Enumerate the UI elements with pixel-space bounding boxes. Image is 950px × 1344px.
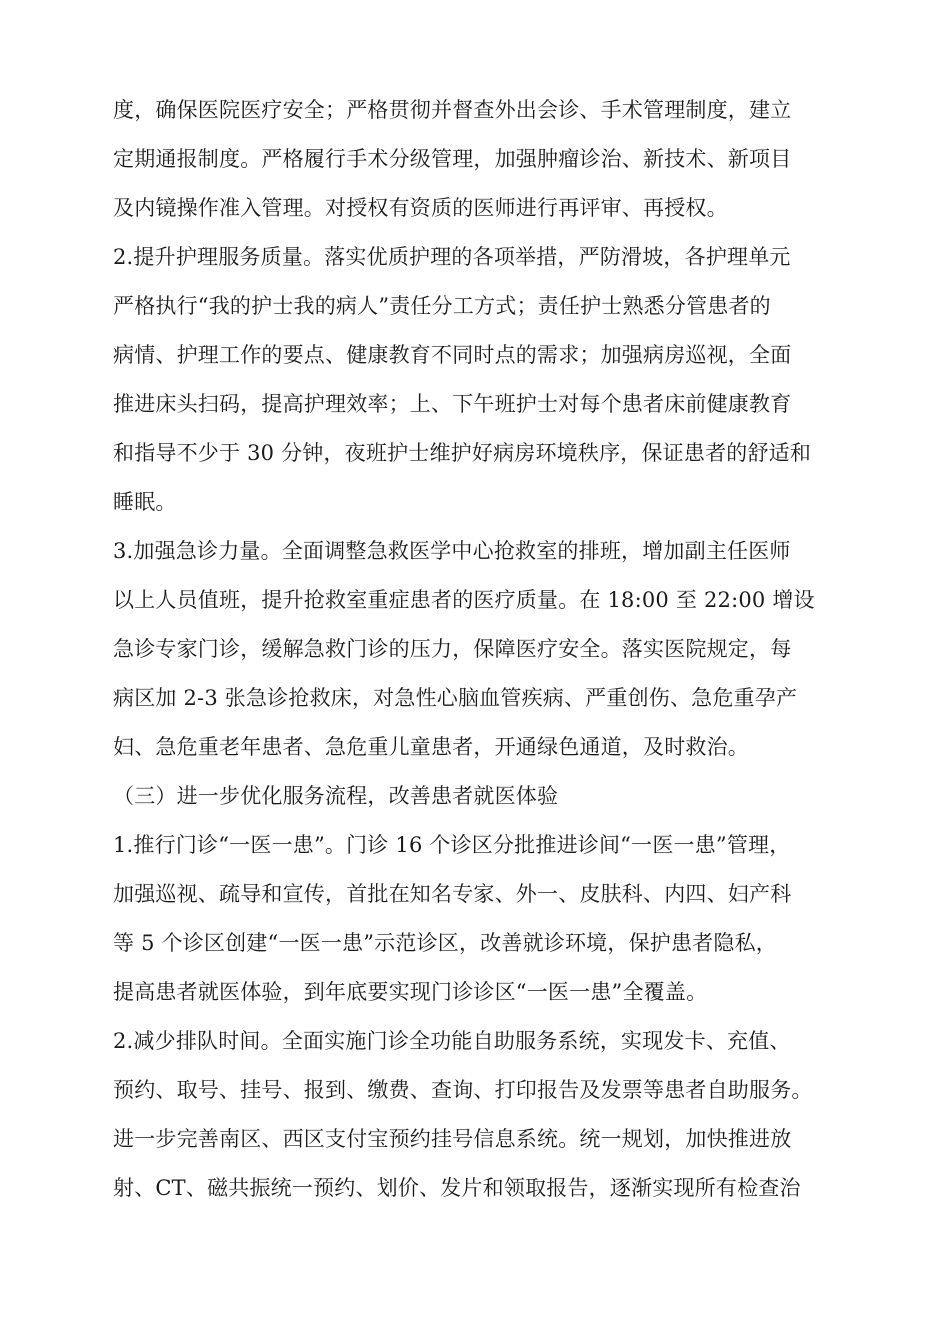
document-body	[113, 86, 843, 1213]
text-line: 以上人员值班，提升抢救室重症患者的医疗质量。在 18:00 至 22:00 增设	[113, 588, 815, 612]
text-line: 急诊专家门诊，缓解急救门诊的压力，保障医疗安全。落实医院规定，每	[113, 637, 792, 661]
text-line: 3.加强急诊力量。全面调整急救医学中心抢救室的排班，增加副主任医师	[113, 539, 791, 563]
section-heading: （三）进一步优化服务流程，改善患者就医体验	[113, 784, 559, 808]
text-line: 妇、急危重老年患者、急危重儿童患者，开通绿色通道，及时救治。	[113, 735, 749, 759]
text-line: 病区加 2-3 张急诊抢救床，对急性心脑血管疾病、严重创伤、急危重孕产	[113, 686, 798, 710]
text-line: 等 5 个诊区创建“一医一患”示范诊区，改善就诊环境，保护患者隐私，	[113, 931, 777, 955]
text-line: 病情、护理工作的要点、健康教育不同时点的需求；加强病房巡视，全面	[113, 343, 792, 367]
text-line: 定期通报制度。严格履行手术分级管理，加强肿瘤诊治、新技术、新项目	[113, 147, 792, 171]
text-line: 严格执行“我的护士我的病人”责任分工方式；责任护士熟悉分管患者的	[113, 294, 771, 318]
text-line: 射、CT、磁共振统一预约、划价、发片和领取报告，逐渐实现所有检查治	[113, 1176, 801, 1200]
text-line: 1.推行门诊“一医一患”。门诊 16 个诊区分批推进诊间“一医一患”管理，	[113, 833, 791, 857]
text-line: 度，确保医院医疗安全；严格贯彻并督查外出会诊、手术管理制度，建立	[113, 98, 792, 122]
text-line: 预约、取号、挂号、报到、缴费、查询、打印报告及发票等患者自助服务。	[113, 1078, 813, 1102]
text-line: 进一步完善南区、西区支付宝预约挂号信息系统。统一规划，加快推进放	[113, 1127, 792, 1151]
text-line: 2.减少排队时间。全面实施门诊全功能自助服务系统，实现发卡、充值、	[113, 1029, 791, 1053]
text-line: 及内镜操作准入管理。对授权有资质的医师进行再评审、再授权。	[113, 196, 728, 220]
text-line: 2.提升护理服务质量。落实优质护理的各项举措，严防滑坡，各护理单元	[113, 245, 791, 269]
text-line: 和指导不少于 30 分钟，夜班护士维护好病房环境秩序，保证患者的舒适和	[113, 441, 812, 465]
text-line: 推进床头扫码，提高护理效率；上、下午班护士对每个患者床前健康教育	[113, 392, 792, 416]
text-line: 加强巡视、疏导和宣传，首批在知名专家、外一、皮肤科、内四、妇产科	[113, 882, 792, 906]
text-line: 提高患者就医体验，到年底要实现门诊诊区“一医一患”全覆盖。	[113, 980, 708, 1004]
text-line: 睡眠。	[113, 490, 177, 514]
